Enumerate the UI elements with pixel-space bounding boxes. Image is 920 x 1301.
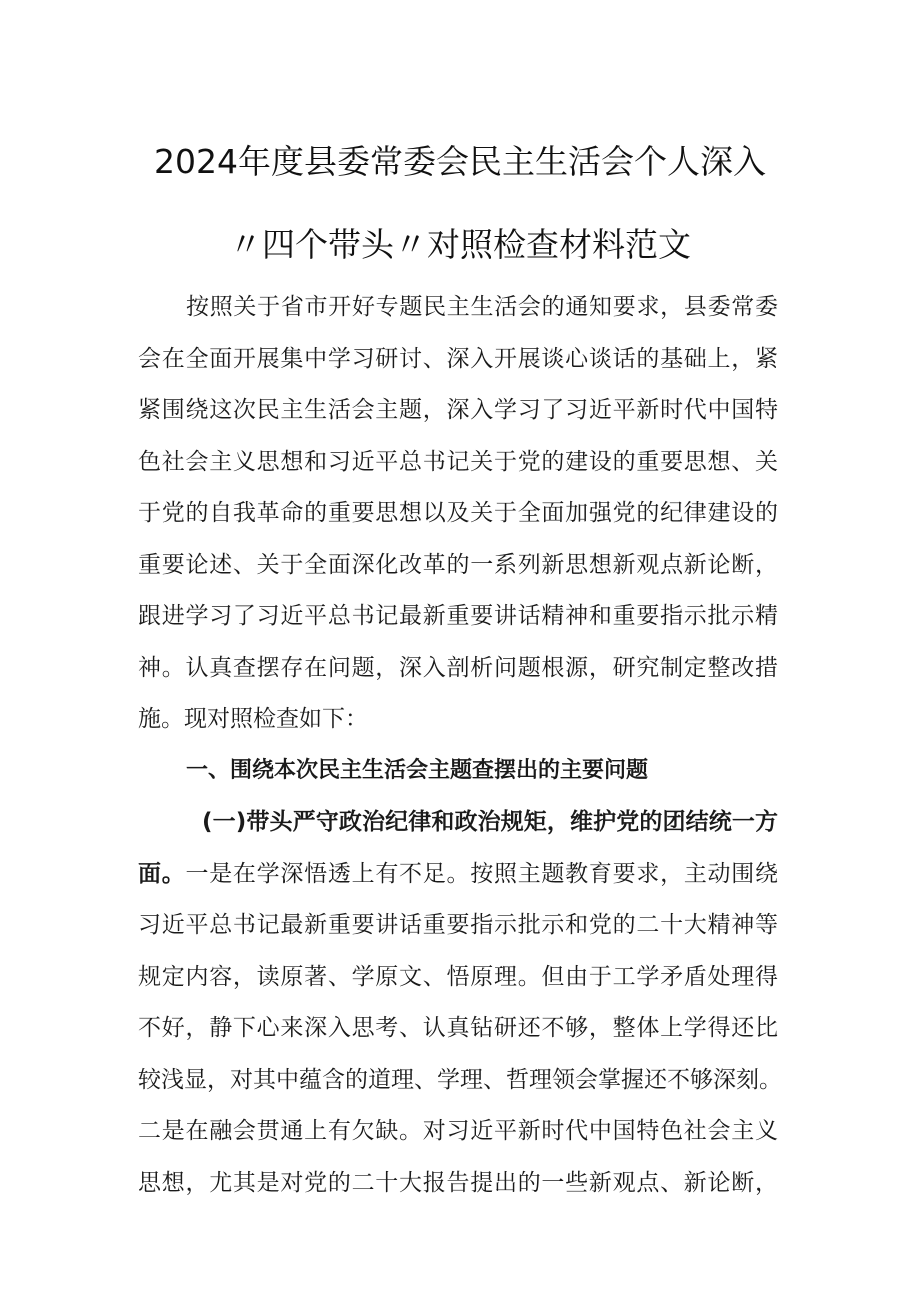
intro-line: 重要论述、关于全面深化改革的一系列新思想新观点新论断，: [138, 551, 778, 578]
intro-line: 跟进学习了习近平总书记最新重要讲话精神和重要指示批示精: [138, 603, 778, 629]
subsection-line: 思想，尤其是对党的二十大报告提出的一些新观点、新论断，: [138, 1169, 778, 1196]
document-title-line-2: 〃四个带头〃对照检查材料范文: [229, 225, 691, 264]
intro-line: 施。现对照检查如下：: [138, 706, 368, 732]
subsection-line: 较浅显，对其中蕴含的道理、学理、哲理领会掌握还不够深刻。: [138, 1066, 782, 1093]
section-heading: 一、围绕本次民主生活会主题查摆出的主要问题: [186, 757, 649, 783]
subsection-line: [138, 854, 778, 906]
subsection-line: 不好，静下心来深入思考、认真钻研还不够，整体上学得还比: [138, 1015, 778, 1041]
intro-line: 会在全面开展集中学习研讨、深入开展谈心谈话的基础上，紧: [138, 345, 778, 372]
subsection-heading-end: 面。: [138, 860, 186, 887]
subsection-line: 二是在融会贯通上有欠缺。对习近平新时代中国特色社会主义: [138, 1118, 778, 1144]
intro-line: 按照关于省市开好专题民主生活会的通知要求，县委常委: [186, 294, 778, 320]
document-title-line-1: 2024年度县委常委会民主生活会个人深入: [154, 142, 766, 181]
document-body: [138, 287, 782, 1214]
intro-line: 神。认真查摆存在问题，深入剖析问题根源，研究制定整改措: [138, 654, 778, 681]
subsection-heading: (一)带头严守政治纪律和政治规矩，维护党的团结统一方: [202, 809, 778, 835]
subsection-line: 习近平总书记最新重要讲话重要指示批示和党的二十大精神等: [138, 912, 778, 938]
subsection-text: 一是在学深悟透上有不足。按照主题教育要求，主动围绕: [185, 860, 779, 887]
subsection-line: 规定内容，读原著、学原文、悟原理。但由于工学矛盾处理得: [138, 963, 778, 990]
intro-line: 于党的自我革命的重要思想以及关于全面加强党的纪律建设的: [138, 500, 778, 526]
intro-line: 紧围绕这次民主生活会主题，深入学习了习近平新时代中国特: [138, 397, 778, 423]
intro-line: 色社会主义思想和习近平总书记关于党的建设的重要思想、关: [138, 448, 778, 475]
